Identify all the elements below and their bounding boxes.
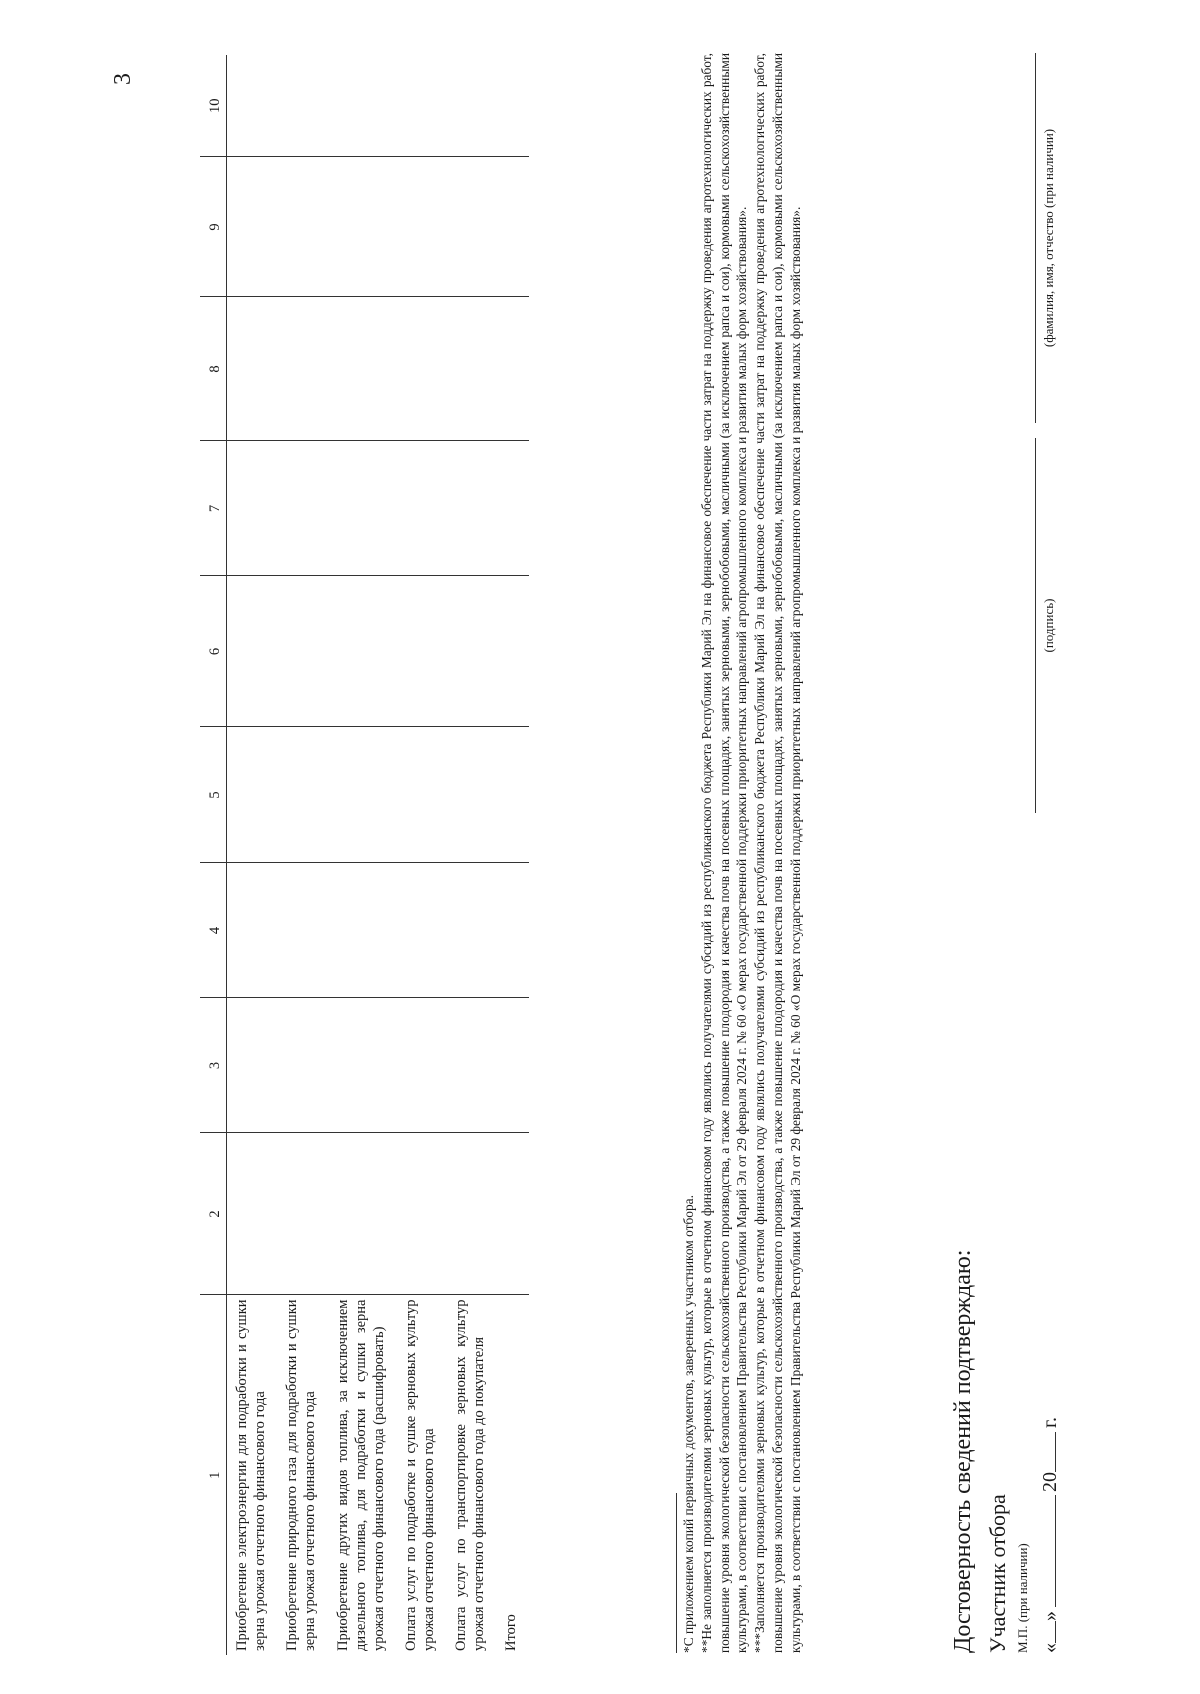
table-cell <box>277 863 327 998</box>
row-description: Приобретение электроэнергии для подработки и сушки зерна урожая отчетного финансового года <box>234 1299 269 1651</box>
column-header: 8 <box>200 297 227 441</box>
table-cell <box>328 727 396 863</box>
column-header: 7 <box>200 441 227 576</box>
column-header: 6 <box>200 576 227 727</box>
table-cell <box>496 1133 528 1295</box>
year-prefix: 20 <box>1039 1472 1061 1492</box>
table-cell <box>227 727 278 863</box>
year-suffix: г. <box>1039 1417 1061 1428</box>
table-cell <box>446 55 496 157</box>
table-cell <box>328 157 396 297</box>
table-cell <box>396 297 446 441</box>
table-cell <box>396 727 446 863</box>
table-row <box>277 55 327 1655</box>
table-cell <box>446 157 496 297</box>
table-cell <box>277 998 327 1133</box>
column-header: 3 <box>200 998 227 1133</box>
table-cell <box>227 576 278 727</box>
confirmation-heading: Достоверность сведений подтверждаю: <box>950 1249 976 1653</box>
table-cell <box>227 297 278 441</box>
row-description: Приобретение других видов топлива, за исключением дизельного топлива, для подработки и сушки зерна урожая отчетного финансового года (расшифровать) <box>334 1299 387 1651</box>
table-cell <box>277 1133 327 1295</box>
table-cell <box>446 576 496 727</box>
row-description: Оплата услуг по подработке и сушке зерновых культур урожая отчетного финансового года <box>402 1299 437 1651</box>
table-cell <box>277 727 327 863</box>
table-cell <box>396 441 446 576</box>
month-blank <box>1037 1495 1056 1607</box>
table-cell <box>328 998 396 1133</box>
signature-caption: (подпись) <box>1041 598 1056 653</box>
table-cell <box>496 576 528 727</box>
table-cell <box>227 863 278 998</box>
table-cell <box>328 863 396 998</box>
date-line <box>1037 1417 1062 1653</box>
table-cell <box>277 55 327 157</box>
table-cell <box>446 998 496 1133</box>
table-cell <box>396 998 446 1133</box>
table-cell <box>396 157 446 297</box>
table-cell <box>496 998 528 1133</box>
footnote: ***Заполняется производителями зерновых культур, которые в отчетном финансовом году являлись получателями субсидий из республиканского бюджета Республики Марий Эл на финансовое обеспечение части затрат на поддержку проведения агротехнологических работ, повышение уровня экологической безопасности сельскохозяйственного производства, а также повышение плодородия и качества почв на посевных площадях, занятых зерновыми, зернобобовыми, масличными (за исключением рапса и сои), кормовыми сельскохозяйственными культурами, в соответствии с постановлением Правительства Республики Марий Эл от 29 февраля 2024 г. № 60 «О мерах государственной поддержки приоритетных направлений агропромышленного комплекса и развития малых форм хозяйствования». <box>752 53 803 1653</box>
table-row <box>496 55 528 1655</box>
table-cell <box>396 863 446 998</box>
seal-label: М.П. (при наличии) <box>1015 1543 1030 1653</box>
table-cell <box>227 55 278 157</box>
footnotes <box>676 53 805 1653</box>
date-open-quote: « <box>1039 1643 1061 1653</box>
row-description: Итого <box>503 1614 520 1651</box>
table-cell <box>227 1133 278 1295</box>
table-row <box>227 55 278 1655</box>
column-header: 2 <box>200 1133 227 1295</box>
table-cell <box>446 441 496 576</box>
table-cell <box>446 297 496 441</box>
table-cell <box>277 576 327 727</box>
table-cell <box>496 297 528 441</box>
page-number: 3 <box>110 73 136 85</box>
footnote: **Не заполняется производителями зерновых культур, которые в отчетном финансовом году являлись получателями субсидий из республиканского бюджета Республики Марий Эл на финансовое обеспечение части затрат на поддержку проведения агротехнологических работ, повышение уровня экологической безопасности сельскохозяйственного производства, а также повышение плодородия и качества почв на посевных площадях, занятых зерновыми, зернобобовыми, масличными (за исключением рапса и сои), кормовыми сельскохозяйственными культурами, в соответствии с постановлением Правительства Республики Марий Эл от 29 февраля 2024 г. № 60 «О мерах государственной поддержки приоритетных направлений агропромышленного комплекса и развития малых форм хозяйствования». <box>698 53 750 1653</box>
table-cell <box>496 727 528 863</box>
table-cell <box>328 1133 396 1295</box>
footnote: *С приложением копий первичных документов, заверенных участником отбора. <box>681 1195 696 1653</box>
day-blank <box>1037 1621 1056 1643</box>
table-cell <box>227 441 278 576</box>
table-row <box>446 55 496 1655</box>
table-row <box>396 55 446 1655</box>
expenses-table <box>200 55 529 1655</box>
table-cell <box>227 157 278 297</box>
table-cell <box>328 576 396 727</box>
table-cell <box>396 1133 446 1295</box>
table-cell <box>277 441 327 576</box>
table-cell <box>496 55 528 157</box>
name-line <box>1035 53 1036 423</box>
table-cell <box>446 863 496 998</box>
signature-line <box>1035 438 1036 813</box>
table-row <box>328 55 396 1655</box>
signature-block <box>985 53 1165 1653</box>
table-header-row <box>200 55 227 1655</box>
participant-label: Участник отбора <box>985 1494 1010 1653</box>
table-cell <box>396 55 446 157</box>
table-cell <box>446 1133 496 1295</box>
year-blank <box>1037 1432 1056 1472</box>
date-close-quote: » <box>1039 1611 1061 1621</box>
table-cell <box>496 157 528 297</box>
column-header: 10 <box>200 55 227 157</box>
table-cell <box>446 727 496 863</box>
row-description: Приобретение природного газа для подработки и сушки зерна урожая отчетного финансового года <box>284 1299 319 1651</box>
table-cell <box>496 863 528 998</box>
table-cell <box>328 441 396 576</box>
footnote-rule <box>676 1493 677 1653</box>
table-cell <box>227 998 278 1133</box>
table-cell <box>277 297 327 441</box>
row-description: Оплата услуг по транспортировке зерновых культур урожая отчетного финансового года до покупателя <box>453 1299 488 1651</box>
table-cell <box>496 441 528 576</box>
column-header: 5 <box>200 727 227 863</box>
table-cell <box>277 157 327 297</box>
column-header: 1 <box>200 1295 227 1655</box>
column-header: 4 <box>200 863 227 998</box>
column-header: 9 <box>200 157 227 297</box>
name-caption: (фамилия, имя, отчество (при наличии) <box>1041 128 1056 348</box>
table-cell <box>328 297 396 441</box>
table-cell <box>328 55 396 157</box>
rotated-page <box>70 55 1180 1655</box>
table-cell <box>396 576 446 727</box>
